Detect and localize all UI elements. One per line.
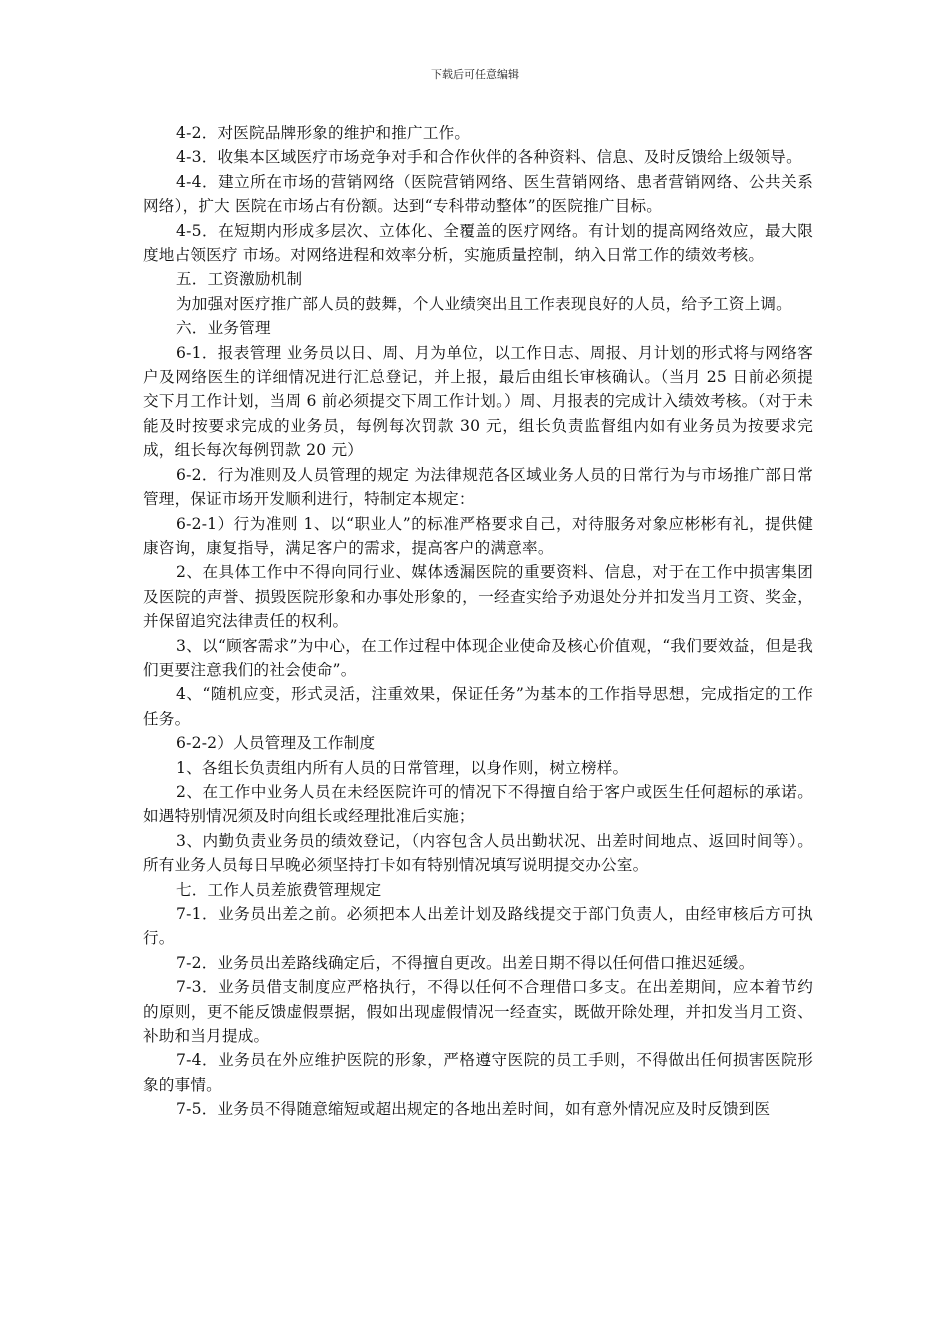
paragraph-6-2: 6-2．行为准则及人员管理的规定 为法律规范各区域业务人员的日常行为与市场推广部日常管理，保证市场开发顺利进行，特制定本规定： [143,465,813,509]
paragraph-4-3: 4-3．收集本区域医疗市场竞争对手和合作伙伴的各种资料、信息、及时反馈给上级领导。 [176,148,802,167]
paragraph-rule-2: 2、在具体工作中不得向同行业、媒体透漏医院的重要资料、信息，对于在工作中损害集团及医院的声誉、损毁医院形象和办事处形象的，一经查实给予劝退处分并扣发当月工资、奖金，并保留追究法律责任的权利。 [143,563,813,631]
paragraph-rule-4: 4、“随机应变，形式灵活，注重效果，保证任务”为基本的工作指导思想，完成指定的工作任务。 [143,685,813,728]
paragraph-mgmt-3: 3、内勤负责业务员的绩效登记，（内容包含人员出勤状况、出差时间地点、返回时间等）。所有业务人员每日早晚必须坚持打卡如有特别情况填写说明提交办公室。 [143,831,813,875]
document-body [143,121,813,1122]
section-heading-7: 七．工作人员差旅费管理规定 [176,880,382,899]
paragraph-mgmt-2: 2、在工作中业务人员在未经医院许可的情况下不得擅自给于客户或医生任何超标的承诺。如遇特别情况须及时向组长或经理批准后实施； [143,782,813,826]
paragraph-4-2: 4-2．对医院品牌形象的维护和推广工作。 [176,124,471,142]
paragraph-7-5: 7-5．业务员不得随意缩短或超出规定的各地出差时间，如有意外情况应及时反馈到医 [176,1100,771,1119]
paragraph-4-4: 4-4．建立所在市场的营销网络（医院营销网络、医生营销网络、患者营销网络、公共关系网络），扩大 医院在市场占有份额。达到“专科带动整体”的医院推广目标。 [143,172,813,216]
paragraph-7-4: 7-4．业务员在外应维护医院的形象，严格遵守医院的员工手则，不得做出任何损害医院形象的事情。 [143,1051,813,1094]
page-header: 下载后可任意编辑 [431,68,519,81]
paragraph-salary-incentive: 为加强对医疗推广部人员的鼓舞，个人业绩突出且工作表现良好的人员，给予工资上调。 [176,294,792,313]
section-heading-6: 六．业务管理 [176,319,271,338]
paragraph-7-2: 7-2．业务员出差路线确定后，不得擅自更改。出差日期不得以任何借口推迟延缓。 [176,953,755,972]
paragraph-6-2-2: 6-2-2）人员管理及工作制度 [176,734,376,753]
paragraph-rule-3: 3、以“顾客需求”为中心，在工作过程中体现企业使命及核心价值观，“我们要效益，但是我们更要注意我们的社会使命”。 [143,636,813,679]
paragraph-7-3: 7-3．业务员借支制度应严格执行，不得以任何不合理借口多支。在出差期间，应本着节约的原则，更不能反馈虚假票据，假如出现虚假情况一经查实，既做开除处理，并扣发当月工资、补助和当月提成。 [143,978,813,1046]
section-heading-5: 五．工资激励机制 [176,270,303,289]
paragraph-mgmt-1: 1、各组长负责组内所有人员的日常管理，以身作则，树立榜样。 [176,758,629,777]
paragraph-4-5: 4-5．在短期内形成多层次、立体化、全覆盖的医疗网络。有计划的提高网络效应，最大限度地占领医疗 市场。对网络进程和效率分析，实施质量控制，纳入日常工作的绩效考核。 [143,221,813,265]
paragraph-7-1: 7-1．业务员出差之前。必须把本人出差计划及路线提交于部门负责人，由经审核后方可执行。 [143,905,813,948]
paragraph-6-1: 6-1．报表管理 业务员以日、周、月为单位，以工作日志、周报、月计划的形式将与网络客户及网络医生的详细情况进行汇总登记，并上报，最后由组长审核确认。（当月 25 日前必须提交下月工作计划，当周 6 前必须提交下周工作计划。）周、月报表的完成计入绩效考核。（对于未能及时按要求完成的业务员，每例每次罚款 30 元，组长负责监督组内如有业务员为按要求完成，组长每次每例罚款 20 元） [143,343,813,460]
paragraph-6-2-1: 6-2-1）行为准则 1、以“职业人”的标准严格要求自己，对待服务对象应彬彬有礼，提供健康咨询，康复指导，满足客户的需求，提高客户的满意率。 [143,514,813,557]
